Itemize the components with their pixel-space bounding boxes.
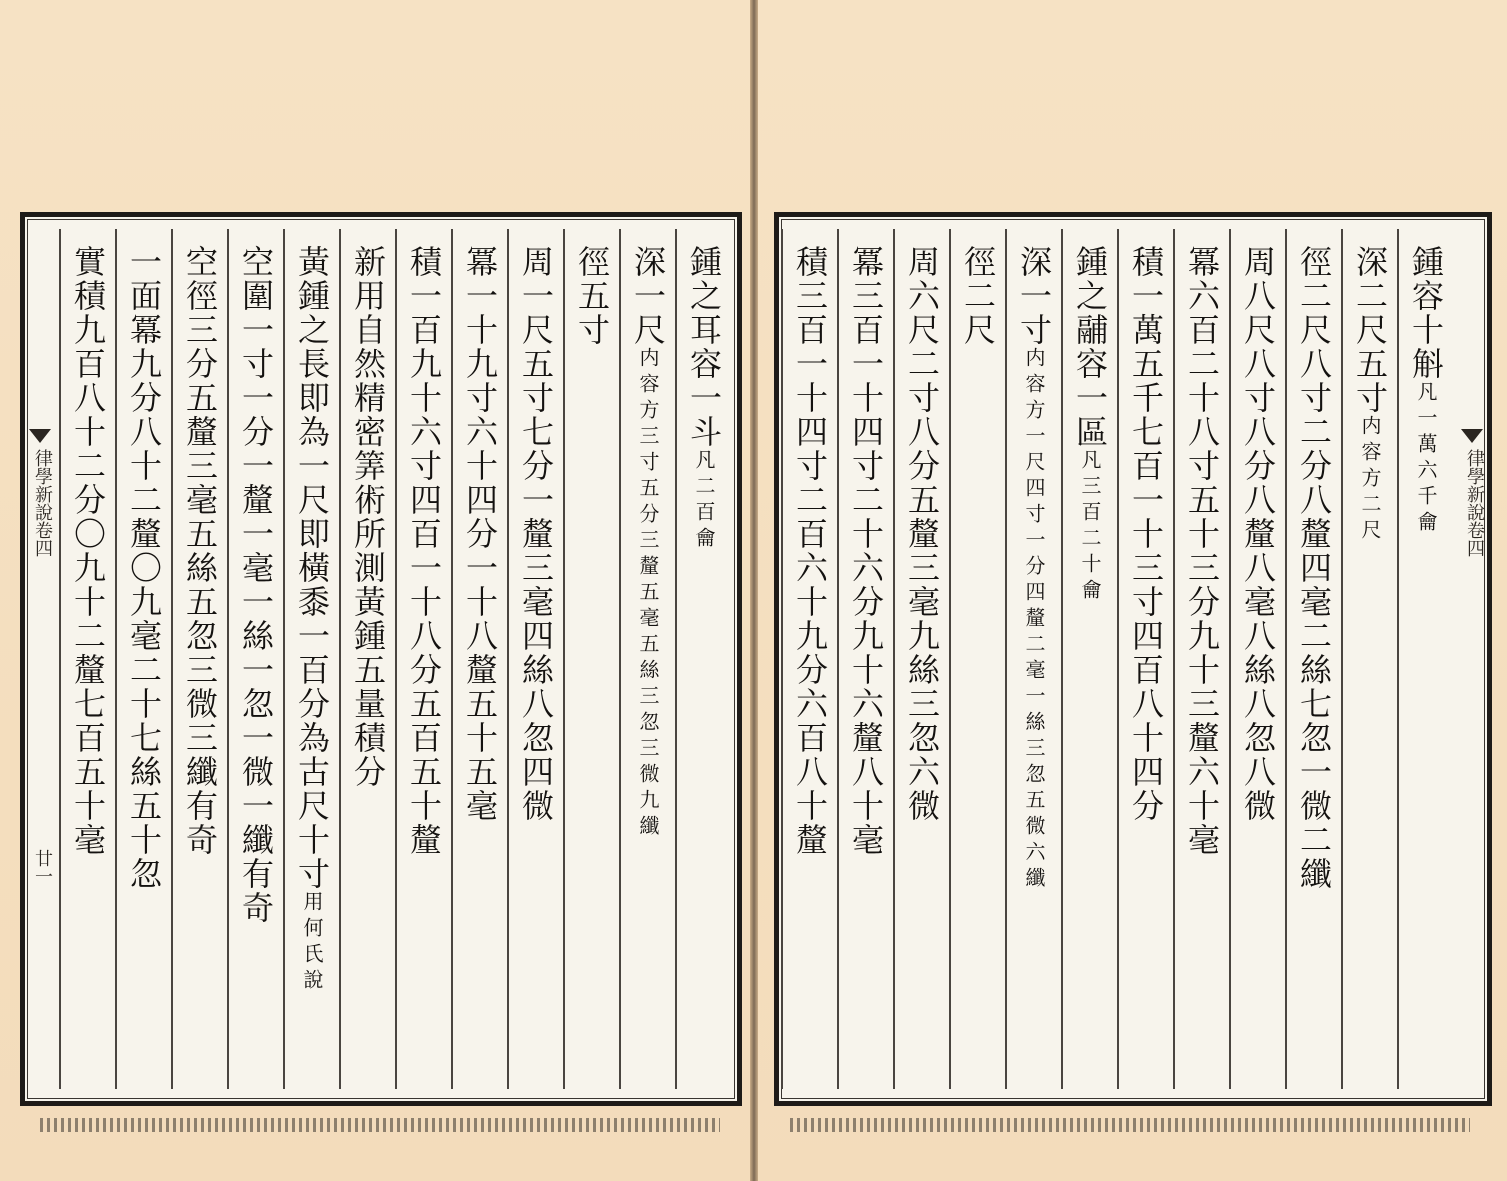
text-column xyxy=(339,229,395,1089)
annotation-text: 内容方二尺 xyxy=(1358,415,1382,545)
text-column xyxy=(893,229,949,1089)
column-text xyxy=(1287,245,1341,891)
column-text xyxy=(341,245,395,789)
main-text: 周一尺五寸七分一釐三毫四絲八忽四微 xyxy=(517,245,555,823)
text-column xyxy=(451,229,507,1089)
column-text xyxy=(1119,245,1173,823)
main-text: 黃鍾之長即為一尺即橫黍一百分為古尺十寸 xyxy=(293,245,331,891)
main-text: 積一百九十六寸四百一十八分五百五十釐 xyxy=(405,245,443,857)
text-column xyxy=(115,229,171,1089)
column-text xyxy=(1175,245,1229,857)
text-column xyxy=(675,229,731,1089)
main-text: 空徑三分五釐三毫五絲五忽三微三纖有奇 xyxy=(181,245,219,857)
annotation-text: 内容方三寸五分三釐五毫五絲三忽三微九纖 xyxy=(636,347,660,841)
fish-tail-icon xyxy=(1461,429,1483,451)
right-banxin xyxy=(1461,229,1483,1089)
column-text xyxy=(621,245,675,841)
fish-tail-icon xyxy=(29,429,51,451)
column-text xyxy=(839,245,893,857)
right-banxin-title: 律學新說卷四 xyxy=(1464,449,1485,557)
main-text: 周八尺八寸八分八釐八毫八絲八忽八微 xyxy=(1239,245,1277,823)
text-column xyxy=(619,229,675,1089)
page-edge-stain xyxy=(790,1118,1470,1132)
text-column xyxy=(1005,229,1061,1089)
text-column xyxy=(781,229,837,1089)
main-text: 一面冪九分八十二釐〇九毫二十七絲五十忽 xyxy=(125,245,163,891)
main-text: 積三百一十四寸二百六十九分六百八十釐 xyxy=(791,245,829,857)
annotation-text: 凡一萬六千龠 xyxy=(1414,381,1438,537)
main-text: 實積九百八十二分〇九十二釐七百五十毫 xyxy=(69,245,107,857)
text-column xyxy=(1397,229,1453,1089)
book-spine xyxy=(750,0,758,1181)
main-text: 新用自然精密筭術所測黃鍾五量積分 xyxy=(349,245,387,789)
main-text: 鍾容十斛 xyxy=(1407,245,1445,381)
annotation-text: 内容方一尺四寸一分四釐二毫一絲三忽五微六纖 xyxy=(1022,347,1046,893)
text-column xyxy=(1285,229,1341,1089)
main-text: 鍾之耳容一斗 xyxy=(685,245,723,449)
text-column xyxy=(1173,229,1229,1089)
main-text: 深一寸 xyxy=(1015,245,1053,347)
column-text xyxy=(173,245,227,857)
main-text: 鍾之鬴容一區 xyxy=(1071,245,1109,449)
column-text xyxy=(509,245,563,823)
main-text: 周六尺二寸八分五釐三毫九絲三忽六微 xyxy=(903,245,941,823)
text-column xyxy=(1229,229,1285,1089)
column-text xyxy=(1399,245,1453,537)
left-banxin-page-number: 廿一 xyxy=(32,849,53,885)
main-text: 冪三百一十四寸二十六分九十六釐八十毫 xyxy=(847,245,885,857)
text-column xyxy=(507,229,563,1089)
text-column xyxy=(1061,229,1117,1089)
column-text xyxy=(397,245,451,857)
main-text: 冪一十九寸六十四分一十八釐五十五毫 xyxy=(461,245,499,823)
column-text xyxy=(783,245,837,857)
text-column xyxy=(563,229,619,1089)
left-banxin-title: 律學新說卷四 xyxy=(32,449,53,557)
column-text xyxy=(229,245,283,925)
column-text xyxy=(1007,245,1061,893)
text-column xyxy=(1117,229,1173,1089)
column-text xyxy=(285,245,339,995)
left-text-frame xyxy=(20,212,742,1106)
annotation-text: 凡二百龠 xyxy=(692,449,716,553)
text-column xyxy=(837,229,893,1089)
column-text xyxy=(61,245,115,857)
main-text: 積一萬五千七百一十三寸四百八十四分 xyxy=(1127,245,1165,823)
main-text: 徑五寸 xyxy=(573,245,611,347)
main-text: 空圍一寸一分一釐一毫一絲一忽一微一纖有奇 xyxy=(237,245,275,925)
main-text: 徑二尺 xyxy=(959,245,997,347)
page-edge-stain xyxy=(40,1118,720,1132)
column-text xyxy=(117,245,171,891)
column-text xyxy=(1063,245,1117,605)
column-text xyxy=(895,245,949,823)
main-text: 徑二尺八寸二分八釐四毫二絲七忽一微二纖 xyxy=(1295,245,1333,891)
text-column xyxy=(283,229,339,1089)
annotation-text: 凡三百二十龠 xyxy=(1078,449,1102,605)
text-column xyxy=(1341,229,1397,1089)
annotation-text: 用何氏說 xyxy=(300,891,324,995)
right-text-frame xyxy=(774,212,1492,1106)
text-column xyxy=(171,229,227,1089)
main-text: 冪六百二十八寸五十三分九十三釐六十毫 xyxy=(1183,245,1221,857)
left-banxin xyxy=(29,229,51,1089)
main-text: 深二尺五寸 xyxy=(1351,245,1389,415)
column-text xyxy=(453,245,507,823)
column-text xyxy=(1343,245,1397,545)
column-text xyxy=(677,245,731,553)
text-column xyxy=(395,229,451,1089)
text-column xyxy=(59,229,115,1089)
column-text xyxy=(951,245,1005,347)
text-column xyxy=(227,229,283,1089)
text-column xyxy=(949,229,1005,1089)
column-text xyxy=(1231,245,1285,823)
main-text: 深一尺 xyxy=(629,245,667,347)
column-text xyxy=(565,245,619,347)
